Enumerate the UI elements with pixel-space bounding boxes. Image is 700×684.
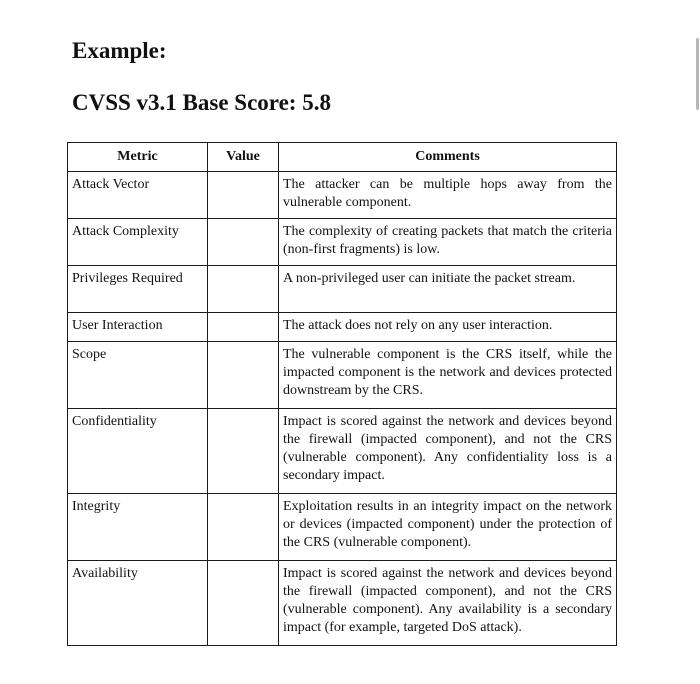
comment-cell: Impact is scored against the network and devices beyond the firewall (impacted component), and not the CRS (vulnerable component). Any confidentiality loss is a secondary impact. [279,409,617,494]
table-row [68,313,617,342]
value-cell [208,313,279,342]
table-row [68,266,617,313]
table-row [68,342,617,409]
metric-cell: Confidentiality [68,409,208,494]
comment-cell: The vulnerable component is the CRS itself, while the impacted component is the network and devices protected downstream by the CRS. [279,342,617,409]
metric-cell: Attack Vector [68,172,208,219]
comment-cell: Exploitation results in an integrity impact on the network or devices (impacted component) under the protection of the CRS (vulnerable component). [279,494,617,561]
cvss-metrics-table [67,142,617,646]
value-cell [208,561,279,646]
value-cell [208,494,279,561]
metric-cell: Attack Complexity [68,219,208,266]
value-cell [208,342,279,409]
metric-cell: User Interaction [68,313,208,342]
example-heading: Example: [72,38,167,63]
metric-cell: Scope [68,342,208,409]
table-row [68,561,617,646]
comment-cell: The attack does not rely on any user interaction. [279,313,617,342]
value-cell [208,172,279,219]
comment-cell: Impact is scored against the network and devices beyond the firewall (impacted component), and not the CRS (vulnerable component). Any availability is a secondary impact (for example, targeted DoS attack). [279,561,617,646]
comment-cell: The complexity of creating packets that match the criteria (non-first fragments) is low. [279,219,617,266]
table-header-row [68,143,617,172]
value-column-header: Value [208,143,279,172]
metric-cell: Privileges Required [68,266,208,313]
metric-column-header: Metric [68,143,208,172]
metric-cell: Integrity [68,494,208,561]
value-cell [208,266,279,313]
comments-column-header: Comments [279,143,617,172]
comment-cell: A non-privileged user can initiate the packet stream. [279,266,617,313]
table-row [68,219,617,266]
value-cell [208,409,279,494]
table-row [68,172,617,219]
table-row [68,409,617,494]
value-cell [208,219,279,266]
cvss-score-heading: CVSS v3.1 Base Score: 5.8 [72,90,331,115]
scrollbar-thumb[interactable] [696,38,699,110]
table-row [68,494,617,561]
metric-cell: Availability [68,561,208,646]
comment-cell: The attacker can be multiple hops away from the vulnerable component. [279,172,617,219]
